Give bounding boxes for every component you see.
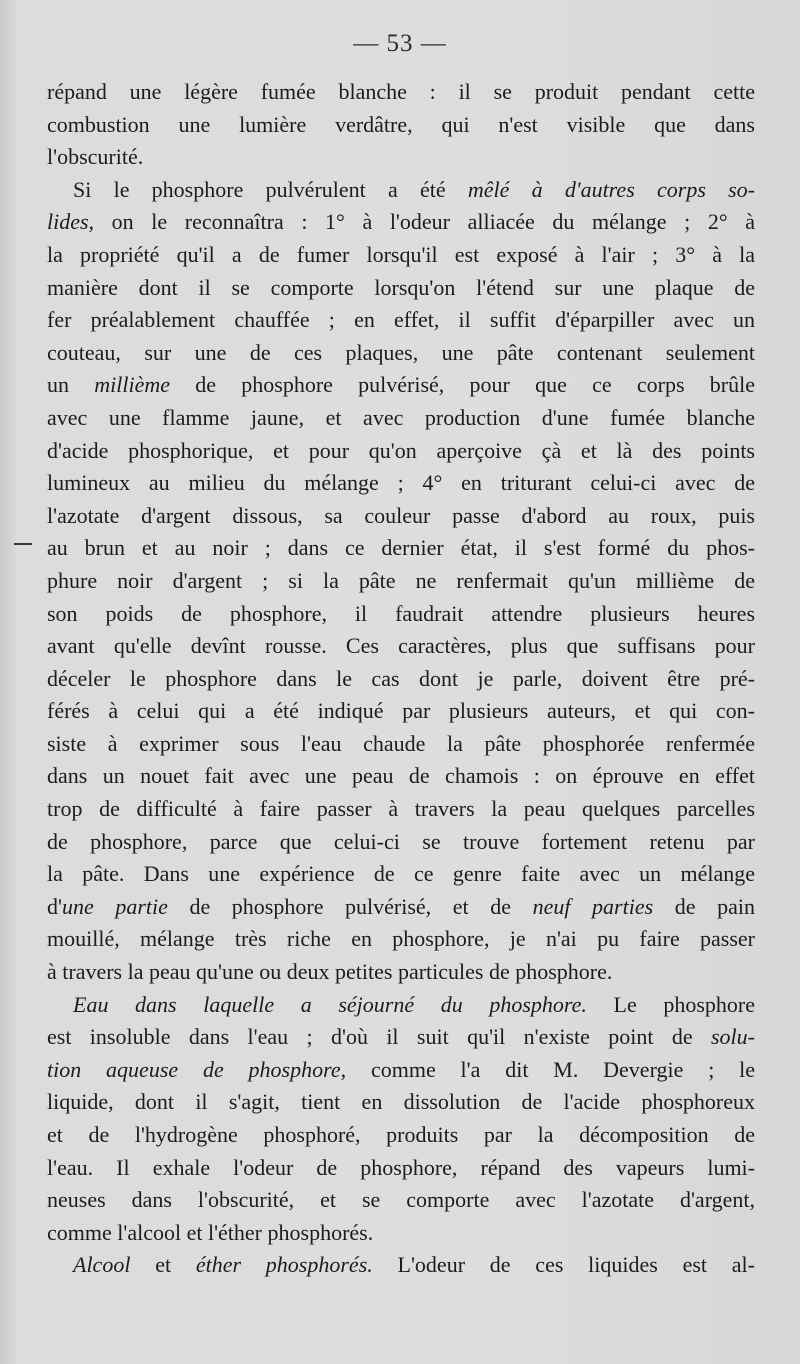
text-run: et [130,1252,196,1278]
text-line: à travers la peau qu'une ou deux petites particules de phosphore. [47,959,613,985]
text-line: l'azotate d'argent dissous, sa couleur passe d'abord au roux, puis [47,502,755,528]
text-line: fer préalablement chauffée ; en effet, il suffit d'éparpiller avec un [47,307,755,333]
italic-run: neuf parties [532,893,654,919]
italic-run: tion aqueuse de phosphore, [47,1056,347,1082]
text-line: dans un nouet fait avec une peau de chamois : on éprouve en effet [47,763,755,789]
italic-run: Eau dans laquelle a séjourné du phosphore. [73,991,587,1017]
text-line: avant qu'elle devînt rousse. Ces caractères, plus que suffisans pour [47,633,755,659]
text-line: répand une légère fumée blanche : il se produit pendant cette [47,79,755,104]
text-line [47,989,755,1022]
text-run: d' [47,893,62,919]
text-run: on le reconnaîtra : 1° à l'odeur alliacée du mélange ; 2° à [94,209,755,235]
text-run: un [47,372,95,398]
text-line: lumineux au milieu du mélange ; 4° en triturant celui-ci avec de [47,470,755,496]
text-line: et de l'hydrogène phosphoré, produits par la décomposition de [47,1122,755,1147]
text-line: mouillé, mélange très riche en phosphore, je n'ai pu faire passer [47,926,755,952]
text-line [47,891,755,924]
text-line: neuses dans l'obscurité, et se comporte avec l'azotate d'argent, [47,1187,755,1213]
body-text [47,76,755,1282]
text-line: phure noir d'argent ; si la pâte ne renfermait qu'un millième de [47,567,755,593]
text-line: avec une flamme jaune, et avec production d'une fumée blanche [47,404,755,430]
text-line: de phosphore, parce que celui-ci se trouve fortement retenu par [47,828,755,854]
text-run: L'odeur de ces liquides est al- [372,1252,755,1278]
text-line: d'acide phosphorique, et pour qu'on aperçoive çà et là des points [47,437,755,463]
text-line: couteau, sur une de ces plaques, une pâte contenant seulement [47,339,755,365]
italic-run: une partie [61,893,168,919]
text-run: de pain [653,893,755,919]
text-line [47,1021,755,1054]
text-run: est insoluble dans l'eau ; d'où il suit qu'il n'existe point de [47,1024,711,1050]
italic-run: solu- [711,1024,755,1050]
text-line: l'eau. Il exhale l'odeur de phosphore, répand des vapeurs lumi- [47,1154,755,1180]
italic-run: mêlé à d'autres corps so- [467,176,755,202]
text-line: comme l'alcool et l'éther phosphorés. [47,1219,374,1245]
text-line: la propriété qu'il a de fumer lorsqu'il est exposé à l'air ; 3° à la [47,241,755,267]
text-line [47,1054,755,1087]
text-line: siste à exprimer sous l'eau chaude la pâte phosphorée renfermée [47,730,755,756]
page-number: — 53 — [353,30,447,57]
text-line: au brun et au noir ; dans ce dernier état, il s'est formé du phos- [47,535,755,561]
text-line: la pâte. Dans une expérience de ce genre faite avec un mélange [47,861,755,887]
text-line: l'obscurité. [47,144,144,170]
text-line: liquide, dont il s'agit, tient en dissolution de l'acide phosphoreux [47,1089,755,1115]
text-run: de phosphore pulvérisé, pour que ce corps brûle [170,372,755,398]
italic-run: Alcool [73,1252,131,1278]
text-line: son poids de phosphore, il faudrait attendre plusieurs heures [47,600,755,626]
text-line [47,1249,755,1282]
italic-run: éther phosphorés. [195,1252,373,1278]
text-run: de phosphore pulvérisé, et de [167,893,533,919]
text-line: férés à celui qui a été indiqué par plusieurs auteurs, et qui con- [47,698,755,724]
text-run: comme l'a dit M. Devergie ; le [346,1056,756,1082]
text-line: déceler le phosphore dans le cas dont je parle, doivent être pré- [47,665,755,691]
italic-run: lides, [47,209,95,235]
text-line: trop de difficulté à faire passer à travers la peau quelques parcelles [47,796,755,822]
text-line: manière dont il se comporte lorsqu'on l'étend sur une plaque de [47,274,755,300]
text-run: Le phosphore [586,991,755,1017]
text-line [47,369,755,402]
text-line: combustion une lumière verdâtre, qui n'est visible que dans [47,111,755,137]
italic-run: millième [94,372,171,398]
text-line [47,174,755,207]
text-run: Si le phosphore pulvérulent a été [73,176,468,202]
margin-mark [14,543,32,545]
text-line [47,206,755,239]
